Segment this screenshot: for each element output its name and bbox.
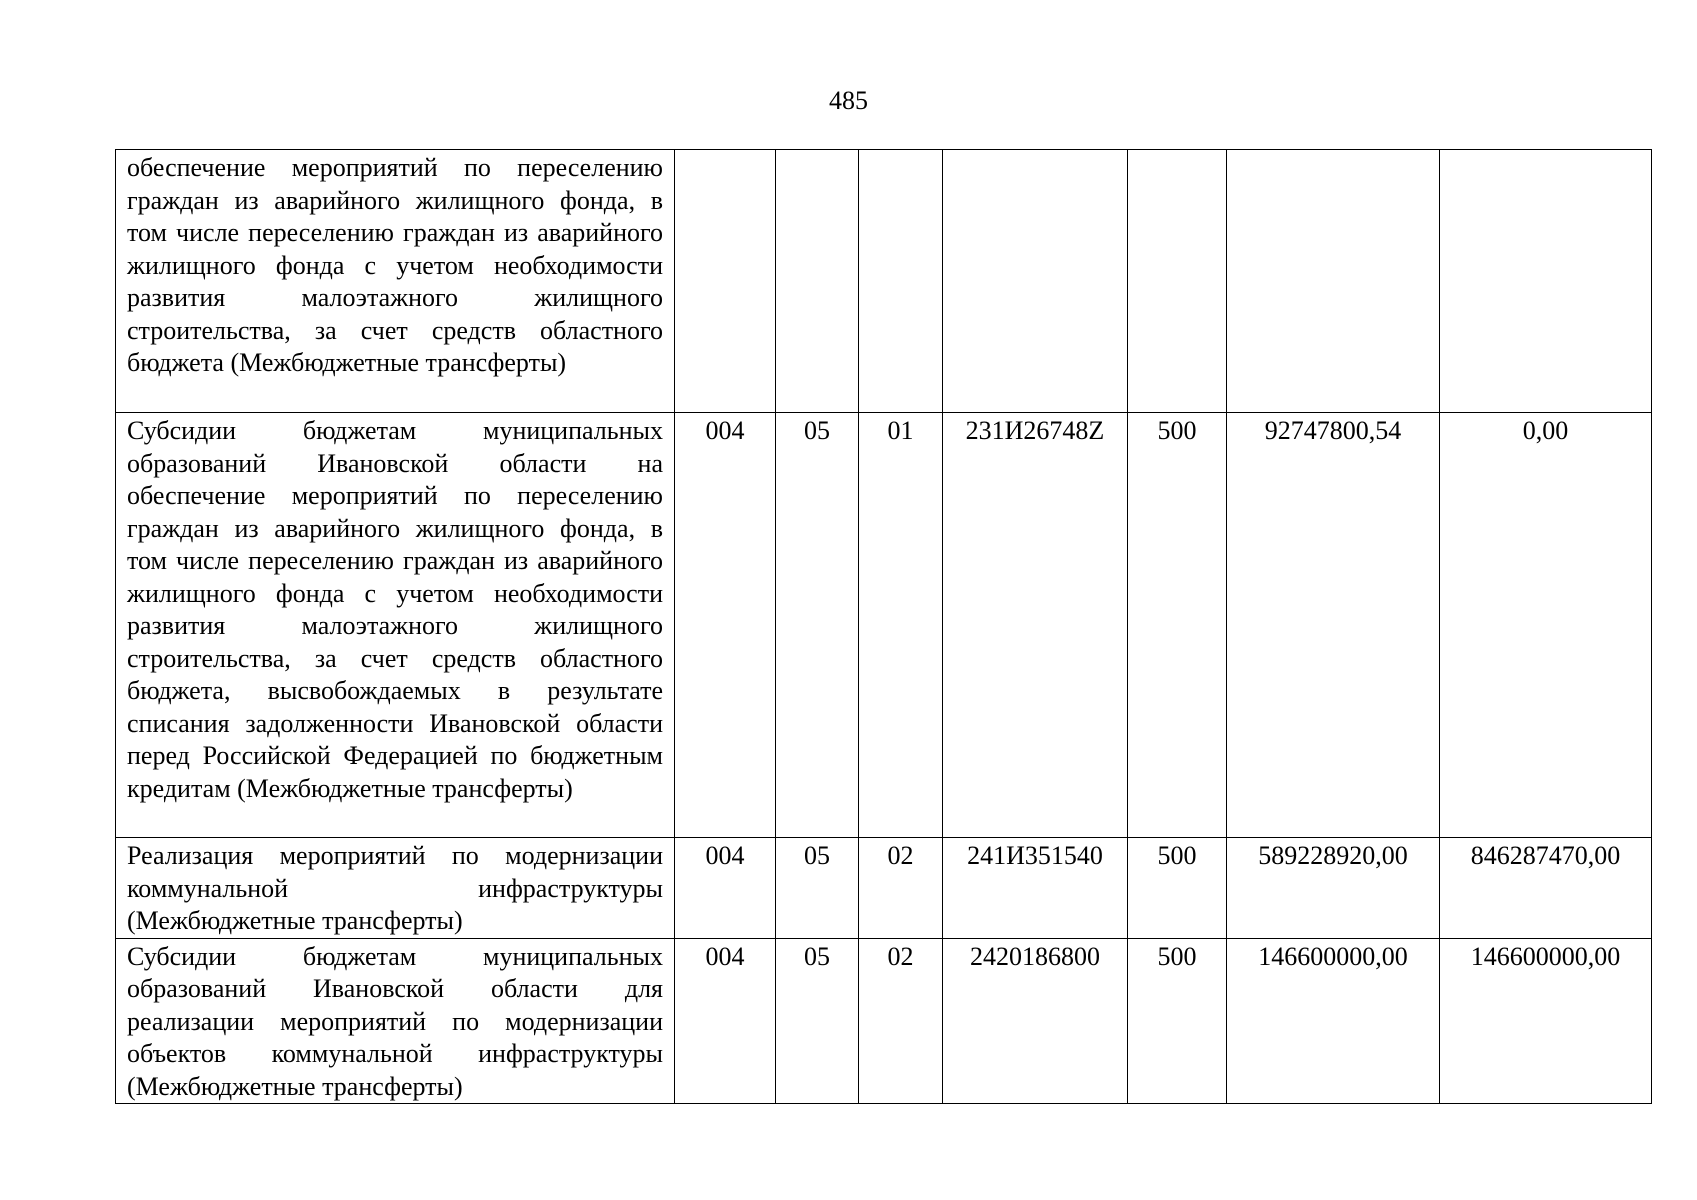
target-article-code: 2420186800 <box>943 938 1128 1104</box>
expense-type-code: 500 <box>1128 838 1227 939</box>
budget-table <box>115 149 1652 1104</box>
subsection-code: 02 <box>859 838 943 939</box>
target-article-code: 231И26748Z <box>943 413 1128 838</box>
amount-first-year: 146600000,00 <box>1227 938 1440 1104</box>
subsection-code <box>859 150 943 413</box>
table-row <box>116 413 1652 838</box>
table-row <box>116 150 1652 413</box>
subsection-code: 02 <box>859 938 943 1104</box>
amount-second-year: 0,00 <box>1440 413 1652 838</box>
expense-type-code: 500 <box>1128 938 1227 1104</box>
target-article-code: 241И351540 <box>943 838 1128 939</box>
target-article-code <box>943 150 1128 413</box>
subsection-code: 01 <box>859 413 943 838</box>
amount-second-year: 846287470,00 <box>1440 838 1652 939</box>
ministry-code <box>675 150 776 413</box>
row-description: обеспечение мероприятий по переселению граждан из аварийного жилищного фонда, в том числе переселению граждан из аварийного жилищного фонда с учетом необходимости развития малоэтажного жилищного строительства, за счет средств областного бюджета (Межбюджетные трансферты) <box>116 150 675 413</box>
amount-second-year <box>1440 150 1652 413</box>
row-description: Реализация мероприятий по модернизации коммунальной инфраструктуры (Межбюджетные трансферты) <box>116 838 675 939</box>
amount-first-year: 589228920,00 <box>1227 838 1440 939</box>
page-number: 485 <box>829 86 868 115</box>
ministry-code: 004 <box>675 413 776 838</box>
row-description: Субсидии бюджетам муниципальных образований Ивановской области для реализации мероприятий по модернизации объектов коммунальной инфраструктуры (Межбюджетные трансферты) <box>116 938 675 1104</box>
section-code: 05 <box>776 838 859 939</box>
section-code <box>776 150 859 413</box>
section-code: 05 <box>776 938 859 1104</box>
amount-first-year: 92747800,54 <box>1227 413 1440 838</box>
amount-second-year: 146600000,00 <box>1440 938 1652 1104</box>
ministry-code: 004 <box>675 938 776 1104</box>
table-row <box>116 838 1652 939</box>
row-description: Субсидии бюджетам муниципальных образований Ивановской области на обеспечение мероприятий по переселению граждан из аварийного жилищного фонда, в том числе переселению граждан из аварийного жилищного фонда с учетом необходимости развития малоэтажного жилищного строительства, за счет средств областного бюджета, высвобождаемых в результате списания задолженности Ивановской области перед Российской Федерацией по бюджетным кредитам (Межбюджетные трансферты) <box>116 413 675 838</box>
ministry-code: 004 <box>675 838 776 939</box>
amount-first-year <box>1227 150 1440 413</box>
expense-type-code: 500 <box>1128 413 1227 838</box>
expense-type-code <box>1128 150 1227 413</box>
table-row <box>116 938 1652 1104</box>
section-code: 05 <box>776 413 859 838</box>
